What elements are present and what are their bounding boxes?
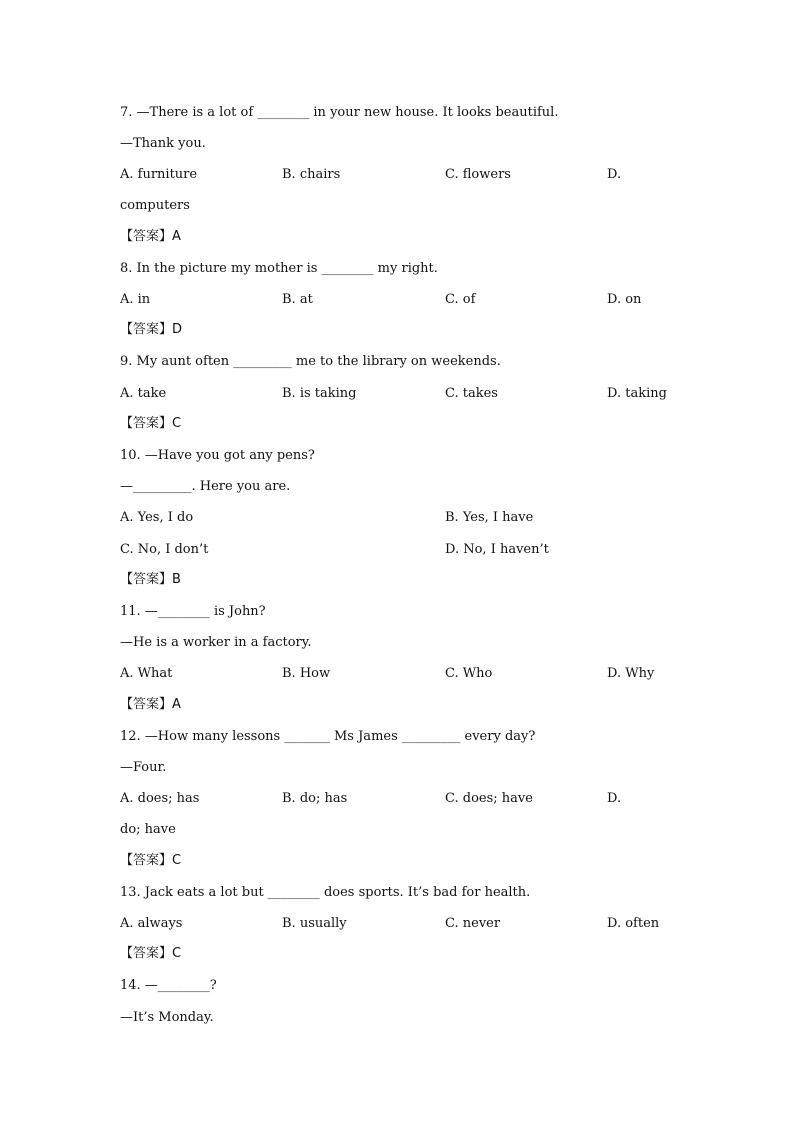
question-7-answer: 【答案】A xyxy=(120,229,181,244)
question-12-option-b: B. do; has xyxy=(282,791,348,806)
question-10-answer: 【答案】B xyxy=(120,572,181,587)
question-13-stem: 13. Jack eats a lot but ________ does sports. It’s bad for health. xyxy=(120,885,531,900)
question-10-reply: —_________. Here you are. xyxy=(120,479,291,494)
question-10-option-d: D. No, I haven’t xyxy=(445,542,549,557)
question-9-stem: 9. My aunt often _________ me to the library on weekends. xyxy=(120,354,501,369)
question-11-option-b: B. How xyxy=(282,666,331,681)
question-8-answer: 【答案】D xyxy=(120,322,183,337)
question-8-option-d: D. on xyxy=(607,292,642,307)
question-14-reply: —It’s Monday. xyxy=(120,1010,214,1025)
question-7-option-a: A. furniture xyxy=(120,167,198,182)
question-8-option-a: A. in xyxy=(120,292,151,307)
question-10-option-a: A. Yes, I do xyxy=(120,510,194,525)
question-7-reply: —Thank you. xyxy=(120,136,206,151)
question-13-option-a: A. always xyxy=(120,916,183,931)
question-9-option-a: A. take xyxy=(120,386,167,401)
question-12-option-d: D. xyxy=(607,791,622,806)
question-7-stem: 7. —There is a lot of ________ in your new house. It looks beautiful. xyxy=(120,105,559,120)
question-13-option-c: C. never xyxy=(445,916,501,931)
question-11-answer: 【答案】A xyxy=(120,697,181,712)
question-11-option-a: A. What xyxy=(120,666,173,681)
question-13-answer: 【答案】C xyxy=(120,946,182,961)
question-8-option-b: B. at xyxy=(282,292,313,307)
question-10-option-c: C. No, I don’t xyxy=(120,542,209,557)
question-7-option-c: C. flowers xyxy=(445,167,511,182)
question-9-answer: 【答案】C xyxy=(120,416,182,431)
question-11-option-d: D. Why xyxy=(607,666,655,681)
question-13-option-d: D. often xyxy=(607,916,660,931)
question-11-reply: —He is a worker in a factory. xyxy=(120,635,312,650)
question-11-stem: 11. —________ is John? xyxy=(120,604,266,619)
question-12-option-d-text: do; have xyxy=(120,822,176,837)
question-8-stem: 8. In the picture my mother is ________ my right. xyxy=(120,261,438,276)
question-9-option-c: C. takes xyxy=(445,386,498,401)
question-13-option-b: B. usually xyxy=(282,916,347,931)
question-11-option-c: C. Who xyxy=(445,666,493,681)
question-12-stem: 12. —How many lessons _______ Ms James _________ every day? xyxy=(120,729,536,744)
question-9-option-b: B. is taking xyxy=(282,386,357,401)
question-12-answer: 【答案】C xyxy=(120,853,182,868)
question-12-option-a: A. does; has xyxy=(120,791,200,806)
question-10-option-b: B. Yes, I have xyxy=(445,510,534,525)
question-14-stem: 14. —________? xyxy=(120,978,217,993)
question-10-stem: 10. —Have you got any pens? xyxy=(120,448,315,463)
question-12-reply: —Four. xyxy=(120,760,167,775)
question-12-option-c: C. does; have xyxy=(445,791,533,806)
question-7-option-d: D. xyxy=(607,167,622,182)
question-7-option-d-text: computers xyxy=(120,198,190,213)
question-9-option-d: D. taking xyxy=(607,386,667,401)
question-7-option-b: B. chairs xyxy=(282,167,341,182)
question-8-option-c: C. of xyxy=(445,292,476,307)
